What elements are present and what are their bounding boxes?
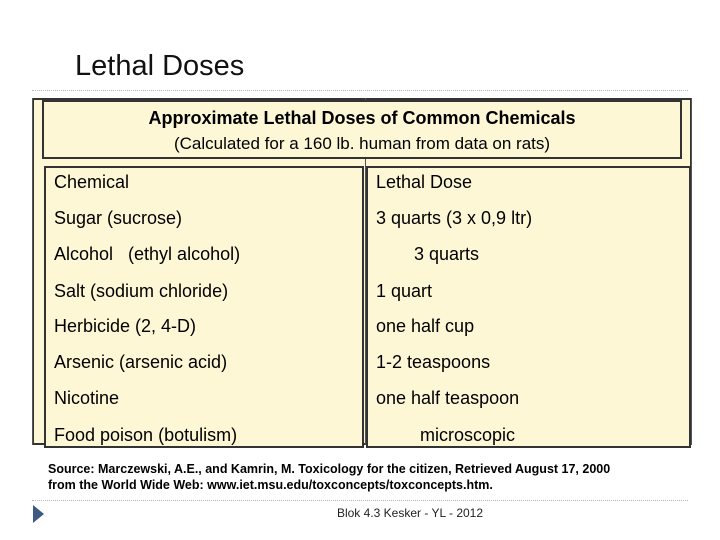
source-line-2: from the World Wide Web: www.iet.msu.edu/toxconcepts/toxconcepts.htm. <box>48 478 493 492</box>
table-cell-chemical: Nicotine <box>54 388 120 408</box>
source-line-1: Source: Marczewski, A.E., and Kamrin, M. Toxicology for the citizen, Retrieved August 17, 2000 <box>48 462 611 476</box>
table-subtitle: (Calculated for a 160 lb. human from data on rats) <box>173 134 551 153</box>
table-border-line <box>691 98 692 445</box>
table-cell-dose: 1 quart <box>376 281 433 301</box>
table-title: Approximate Lethal Doses of Common Chemicals <box>148 108 576 128</box>
table-cell-dose: microscopic <box>420 425 516 445</box>
table-border-line <box>32 98 33 445</box>
table-cell-dose: 3 quarts <box>414 244 480 264</box>
table-cell-dose: 1-2 teaspoons <box>376 352 491 372</box>
source-citation <box>48 461 698 493</box>
footer-divider <box>32 500 688 501</box>
table-cell-chemical: Arsenic (arsenic acid) <box>54 352 228 372</box>
footer-text: Blok 4.3 Kesker - YL - 2012 <box>336 506 484 520</box>
slide-title: Lethal Doses <box>75 50 245 82</box>
table-cell-chemical: Salt (sodium chloride) <box>54 281 229 301</box>
table-cell-chemical: Sugar (sucrose) <box>54 208 183 228</box>
table-cell-dose: one half teaspoon <box>376 388 520 408</box>
table-cell-chemical: Alcohol (ethyl alcohol) <box>54 244 241 264</box>
table-caption-box <box>42 100 682 159</box>
column-header-chemical: Chemical <box>54 172 130 192</box>
table-cell-chemical: Herbicide (2, 4-D) <box>54 316 197 336</box>
table-cell-dose: one half cup <box>376 316 475 336</box>
table-cell-chemical: Food poison (botulism) <box>54 425 238 445</box>
column-header-lethal-dose: Lethal Dose <box>376 172 473 192</box>
table-cell-dose: 3 quarts (3 x 0,9 ltr) <box>376 208 533 228</box>
title-divider <box>32 90 688 91</box>
